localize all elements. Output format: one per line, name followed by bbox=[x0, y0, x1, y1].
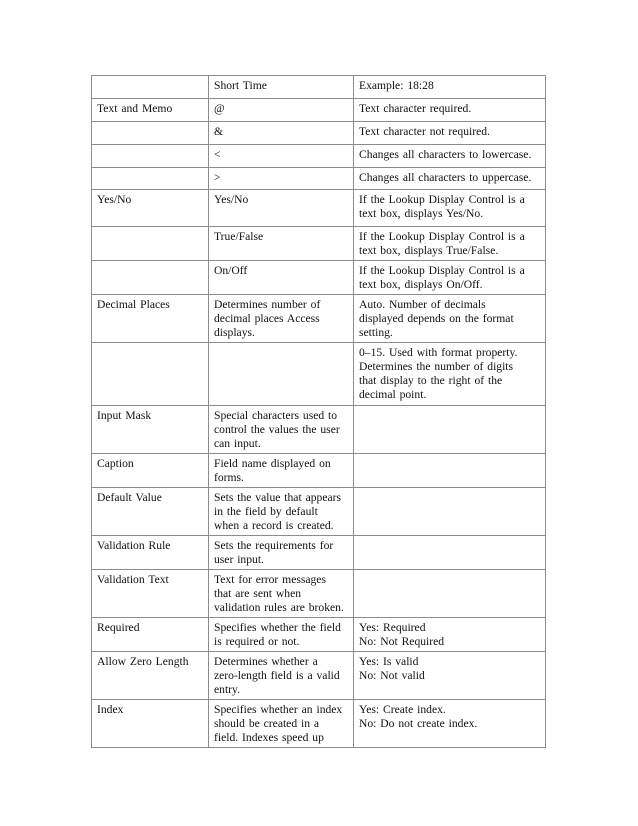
cell-text: entry. bbox=[214, 683, 240, 696]
cell-text: Required bbox=[97, 621, 140, 634]
property-name-cell bbox=[92, 295, 209, 343]
cell-text: text box, displays True/False. bbox=[359, 244, 499, 257]
cell-text: displays. bbox=[214, 326, 255, 339]
description-cell bbox=[209, 700, 354, 748]
cell-text: Sets the requirements for bbox=[214, 539, 334, 552]
cell-text: Text and Memo bbox=[97, 102, 173, 115]
cell-text: Validation Text bbox=[97, 573, 169, 586]
table-row bbox=[92, 76, 546, 99]
cell-text: Determines the number of digits bbox=[359, 360, 514, 373]
cell-text: Special characters used to bbox=[214, 409, 338, 422]
cell-text: Short Time bbox=[214, 79, 267, 92]
table-row bbox=[92, 406, 546, 454]
cell-text: is required or not. bbox=[214, 635, 300, 648]
description-cell bbox=[209, 488, 354, 536]
table-row bbox=[92, 618, 546, 652]
description-cell bbox=[209, 122, 354, 145]
description-cell bbox=[209, 99, 354, 122]
setting-cell bbox=[354, 227, 546, 261]
cell-text: 0–15. Used with format property. bbox=[359, 346, 518, 359]
setting-cell bbox=[354, 343, 546, 406]
cell-text: should be created in a bbox=[214, 717, 320, 730]
cell-text: No: Not Required bbox=[359, 635, 445, 648]
property-name-cell bbox=[92, 536, 209, 570]
description-cell bbox=[209, 145, 354, 168]
setting-cell bbox=[354, 168, 546, 190]
table-row bbox=[92, 295, 546, 343]
setting-cell bbox=[354, 454, 546, 488]
cell-text: when a record is created. bbox=[214, 519, 334, 532]
table-row bbox=[92, 261, 546, 295]
setting-cell bbox=[354, 99, 546, 122]
cell-text: Text character not required. bbox=[359, 125, 490, 138]
cell-text: < bbox=[214, 148, 221, 161]
cell-text: decimal point. bbox=[359, 388, 427, 401]
table-row bbox=[92, 700, 546, 748]
cell-text: displayed depends on the format bbox=[359, 312, 514, 325]
description-cell bbox=[209, 618, 354, 652]
property-name-cell bbox=[92, 618, 209, 652]
cell-text: Allow Zero Length bbox=[97, 655, 189, 668]
setting-cell bbox=[354, 190, 546, 227]
setting-cell bbox=[354, 618, 546, 652]
cell-text: No: Do not create index. bbox=[359, 717, 478, 730]
cell-text: Changes all characters to lowercase. bbox=[359, 148, 532, 161]
description-cell bbox=[209, 261, 354, 295]
description-cell bbox=[209, 168, 354, 190]
table-row bbox=[92, 652, 546, 700]
property-name-cell bbox=[92, 343, 209, 406]
cell-text: Caption bbox=[97, 457, 134, 470]
property-name-cell bbox=[92, 99, 209, 122]
property-name-cell bbox=[92, 700, 209, 748]
cell-text: On/Off bbox=[214, 264, 248, 277]
setting-cell bbox=[354, 261, 546, 295]
table-row bbox=[92, 99, 546, 122]
property-name-cell bbox=[92, 145, 209, 168]
setting-cell bbox=[354, 652, 546, 700]
description-cell bbox=[209, 295, 354, 343]
description-cell bbox=[209, 227, 354, 261]
cell-text: zero-length field is a valid bbox=[214, 669, 340, 682]
cell-text: Index bbox=[97, 703, 124, 716]
cell-text: control the values the user bbox=[214, 423, 340, 436]
cell-text: Example: 18:28 bbox=[359, 79, 434, 92]
property-name-cell bbox=[92, 488, 209, 536]
cell-text: @ bbox=[214, 102, 225, 115]
cell-text: can input. bbox=[214, 437, 261, 450]
description-cell bbox=[209, 76, 354, 99]
table-row bbox=[92, 122, 546, 145]
cell-text: Default Value bbox=[97, 491, 162, 504]
cell-text: Yes: Is valid bbox=[359, 655, 419, 668]
cell-text: validation rules are broken. bbox=[214, 601, 344, 614]
cell-text: field. Indexes speed up bbox=[214, 731, 324, 744]
property-name-cell bbox=[92, 168, 209, 190]
description-cell bbox=[209, 536, 354, 570]
cell-text: Yes: Required bbox=[359, 621, 426, 634]
cell-text: Input Mask bbox=[97, 409, 152, 422]
table-row bbox=[92, 570, 546, 618]
cell-text: If the Lookup Display Control is a bbox=[359, 193, 525, 206]
setting-cell bbox=[354, 570, 546, 618]
cell-text: text box, displays On/Off. bbox=[359, 278, 483, 291]
property-name-cell bbox=[92, 122, 209, 145]
setting-cell bbox=[354, 700, 546, 748]
setting-cell bbox=[354, 488, 546, 536]
cell-text: Specifies whether the field bbox=[214, 621, 341, 634]
cell-text: If the Lookup Display Control is a bbox=[359, 264, 525, 277]
cell-text: Text for error messages bbox=[214, 573, 326, 586]
table-row bbox=[92, 536, 546, 570]
table-row bbox=[92, 190, 546, 227]
cell-text: forms. bbox=[214, 471, 244, 484]
table-row bbox=[92, 343, 546, 406]
description-cell bbox=[209, 406, 354, 454]
field-properties-table bbox=[91, 75, 546, 748]
cell-text: Sets the value that appears bbox=[214, 491, 341, 504]
cell-text: No: Not valid bbox=[359, 669, 425, 682]
cell-text: setting. bbox=[359, 326, 393, 339]
property-name-cell bbox=[92, 570, 209, 618]
cell-text: Specifies whether an index bbox=[214, 703, 343, 716]
setting-cell bbox=[354, 145, 546, 168]
property-name-cell bbox=[92, 261, 209, 295]
cell-text: Text character required. bbox=[359, 102, 472, 115]
cell-text: > bbox=[214, 171, 221, 184]
setting-cell bbox=[354, 295, 546, 343]
cell-text: If the Lookup Display Control is a bbox=[359, 230, 525, 243]
setting-cell bbox=[354, 122, 546, 145]
property-name-cell bbox=[92, 190, 209, 227]
table-row bbox=[92, 227, 546, 261]
table-row bbox=[92, 168, 546, 190]
table-row bbox=[92, 488, 546, 536]
table-row bbox=[92, 454, 546, 488]
cell-text: Decimal Places bbox=[97, 298, 170, 311]
property-name-cell bbox=[92, 406, 209, 454]
cell-text: Changes all characters to uppercase. bbox=[359, 171, 532, 184]
property-name-cell bbox=[92, 227, 209, 261]
cell-text: text box, displays Yes/No. bbox=[359, 207, 484, 220]
cell-text: that display to the right of the bbox=[359, 374, 503, 387]
property-name-cell bbox=[92, 454, 209, 488]
property-name-cell bbox=[92, 76, 209, 99]
description-cell bbox=[209, 343, 354, 406]
description-cell bbox=[209, 652, 354, 700]
setting-cell bbox=[354, 406, 546, 454]
cell-text: Field name displayed on bbox=[214, 457, 331, 470]
table-row bbox=[92, 145, 546, 168]
cell-text: that are sent when bbox=[214, 587, 302, 600]
cell-text: True/False bbox=[214, 230, 264, 243]
description-cell bbox=[209, 454, 354, 488]
setting-cell bbox=[354, 76, 546, 99]
cell-text: Yes: Create index. bbox=[359, 703, 446, 716]
setting-cell bbox=[354, 536, 546, 570]
cell-text: & bbox=[214, 125, 224, 138]
cell-text: Auto. Number of decimals bbox=[359, 298, 486, 311]
cell-text: in the field by default bbox=[214, 505, 318, 518]
cell-text: Determines number of bbox=[214, 298, 321, 311]
cell-text: Determines whether a bbox=[214, 655, 318, 668]
cell-text: Validation Rule bbox=[97, 539, 171, 552]
description-cell bbox=[209, 570, 354, 618]
table-body bbox=[92, 76, 546, 748]
cell-text: Yes/No bbox=[97, 193, 132, 206]
description-cell bbox=[209, 190, 354, 227]
cell-text: Yes/No bbox=[214, 193, 249, 206]
cell-text: decimal places Access bbox=[214, 312, 320, 325]
cell-text: user input. bbox=[214, 553, 264, 566]
property-name-cell bbox=[92, 652, 209, 700]
